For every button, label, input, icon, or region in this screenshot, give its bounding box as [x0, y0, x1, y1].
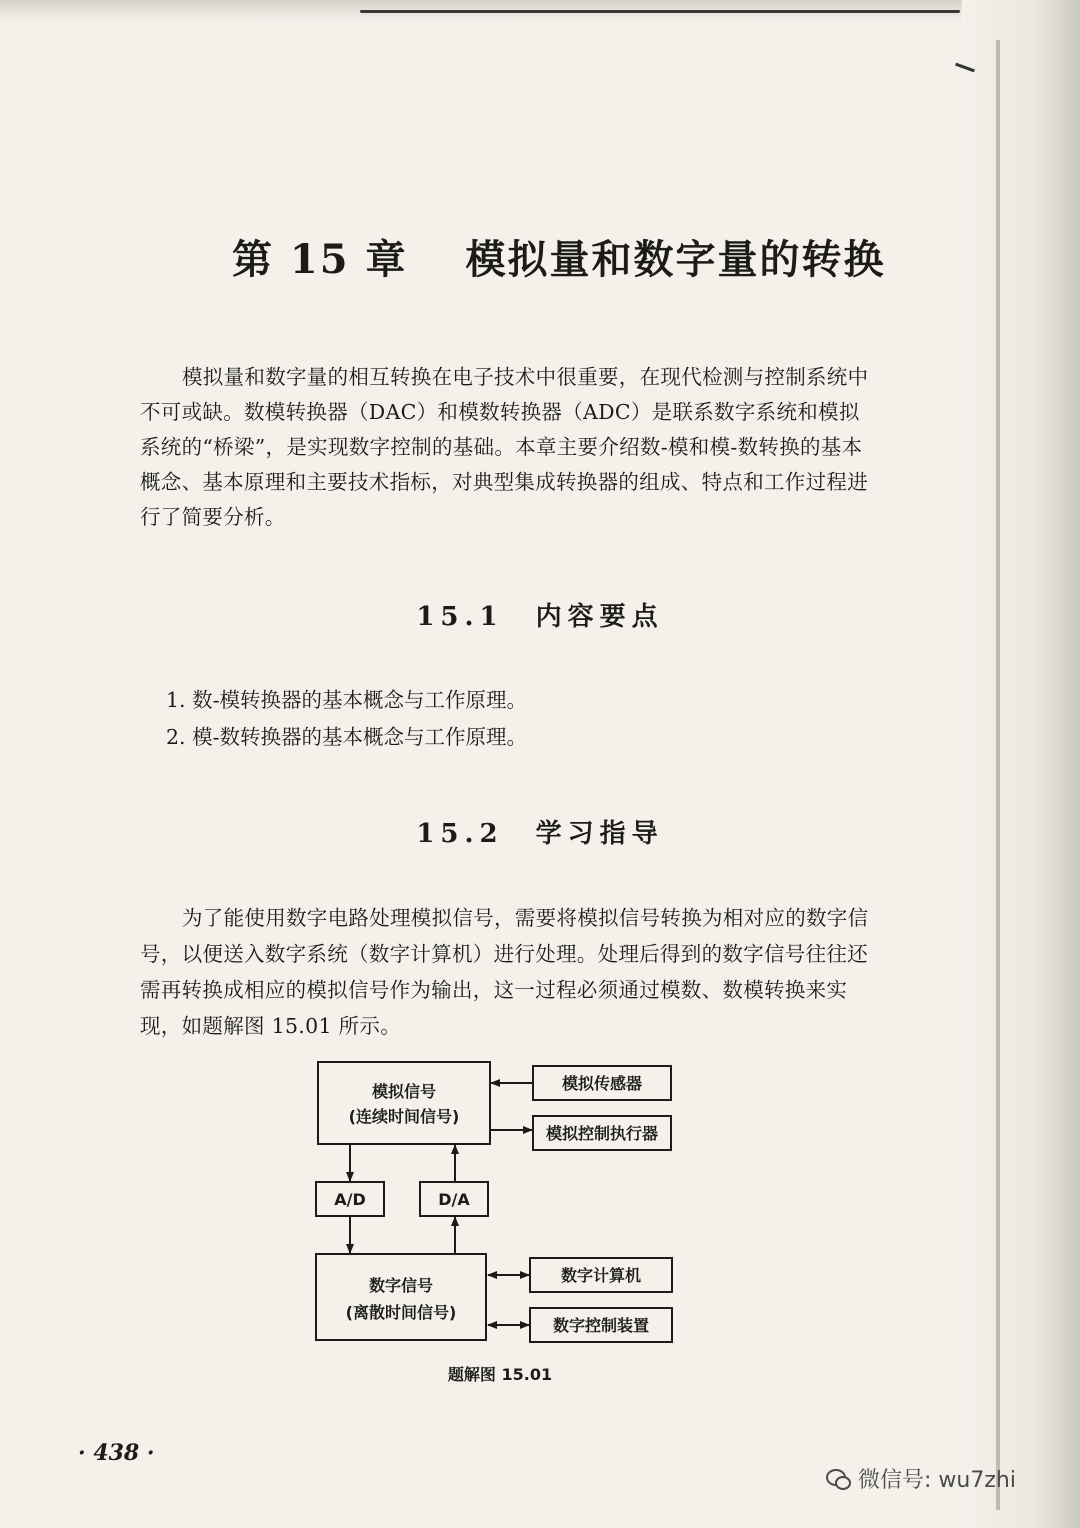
scan-binding-line [996, 40, 1000, 1510]
analog-label-2: (连续时间信号) [348, 1107, 460, 1126]
guide-paragraph: 为了能使用数字电路处理模拟信号，需要将模拟信号转换为相对应的数字信号，以便送入数字系统（数字计算机）进行处理。处理后得到的数字信号往往还需再转换成相应的模拟信号作为输出，这一过程必须通过模数、数模转换来实现，如题解图 15.01 所示。 [140, 906, 869, 1038]
controller-box [530, 1308, 672, 1342]
ad-label: A/D [334, 1190, 366, 1209]
ad-box [316, 1182, 384, 1216]
page-right-edge [962, 0, 1080, 1528]
da-label: D/A [438, 1190, 470, 1209]
page-number: · 438 · [78, 1440, 155, 1466]
digital-label-2: (离散时间信号) [345, 1303, 457, 1322]
list-item: 1. 数-模转换器的基本概念与工作原理。 [166, 688, 528, 712]
scan-top-rule [360, 10, 960, 13]
controller-label: 数字控制装置 [552, 1316, 650, 1335]
sensor-label: 模拟传感器 [561, 1074, 643, 1093]
computer-label: 数字计算机 [560, 1266, 642, 1285]
wechat-icon [826, 1469, 850, 1489]
list-item: 2. 模-数转换器的基本概念与工作原理。 [166, 725, 528, 749]
chapter-title: 第 15 章 模拟量和数字量的转换 [232, 236, 886, 283]
sensor-box [533, 1066, 671, 1100]
computer-box [530, 1258, 672, 1292]
section-heading-15-1: 15.1 内容要点 [416, 602, 664, 632]
actuator-box [533, 1116, 671, 1150]
digital-signal-box [316, 1254, 486, 1340]
intro-paragraph: 模拟量和数字量的相互转换在电子技术中很重要，在现代检测与控制系统中不可或缺。数模转换器（DAC）和模数转换器（ADC）是联系数字系统和模拟系统的“桥梁”，是实现数字控制的基础。本章主要介绍数-模和模-数转换的基本概念、基本原理和主要技术指标，对典型集成转换器的组成、特点和工作过程进行了简要分析。 [140, 365, 869, 529]
analog-signal-box [318, 1062, 490, 1144]
actuator-label: 模拟控制执行器 [545, 1124, 659, 1143]
da-box [420, 1182, 488, 1216]
analog-label-1: 模拟信号 [371, 1082, 437, 1101]
key-points-list [166, 682, 527, 756]
figure-caption: 题解图 15.01 [447, 1365, 553, 1384]
section-heading-15-2: 15.2 学习指导 [416, 819, 664, 849]
watermark-text: 微信号: wu7zhi [858, 1468, 1016, 1493]
wechat-watermark [826, 1463, 1016, 1494]
digital-label-1: 数字信号 [368, 1276, 434, 1295]
